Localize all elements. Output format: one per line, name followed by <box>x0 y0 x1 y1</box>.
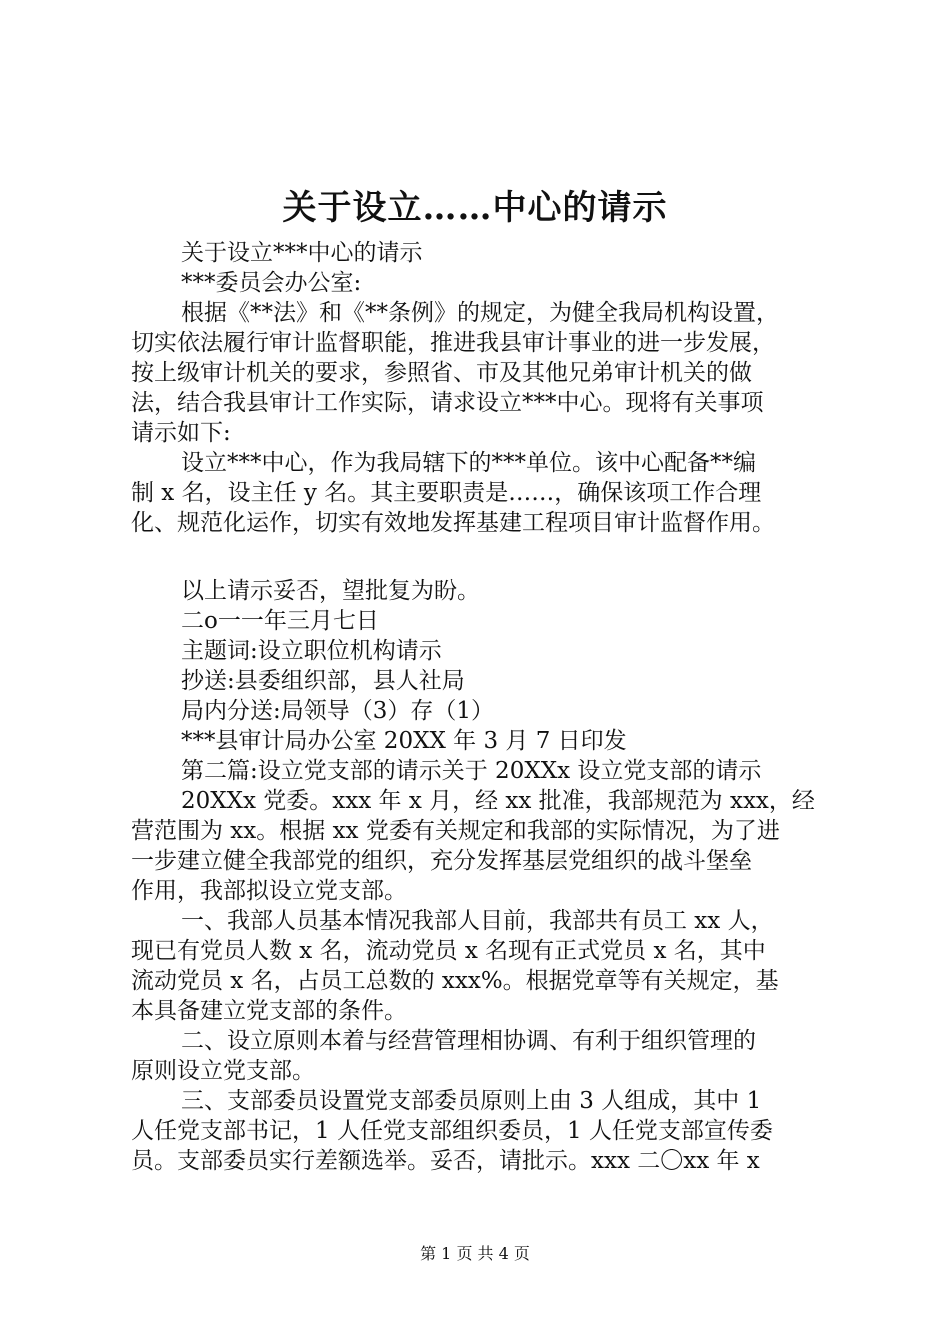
body-line: 请示如下: <box>131 420 231 446</box>
body-line: ***县审计局办公室 20XX 年 3 月 7 日印发 <box>181 728 627 754</box>
body-line: 二o一一年三月七日 <box>181 608 379 634</box>
body-line: 员。支部委员实行差额选举。妥否，请批示。xxx 二〇xx 年 x <box>131 1148 760 1174</box>
body-line: 流动党员 x 名，占员工总数的 xxx%。根据党章等有关规定，基 <box>131 968 779 994</box>
body-line: 关于设立***中心的请示 <box>181 240 423 266</box>
body-line: 法，结合我县审计工作实际，请求设立***中心。现将有关事项 <box>131 390 764 416</box>
document-title: 关于设立……中心的请示 <box>282 188 668 228</box>
body-line: 设立***中心，作为我局辖下的***单位。该中心配备**编 <box>181 450 756 476</box>
body-line: 一步建立健全我部党的组织，充分发挥基层党组织的战斗堡垒 <box>131 848 752 874</box>
body-line: 原则设立党支部。 <box>131 1058 315 1084</box>
body-line: 按上级审计机关的要求，参照省、市及其他兄弟审计机关的做 <box>131 360 752 386</box>
body-line: 局内分送:局领导（3）存（1） <box>181 698 495 724</box>
body-line: ***委员会办公室: <box>181 270 362 296</box>
body-line: 营范围为 xx。根据 xx 党委有关规定和我部的实际情况，为了进 <box>131 818 780 844</box>
paragraph-gap <box>131 538 833 576</box>
body-line: 根据《**法》和《**条例》的规定，为健全我局机构设置， <box>181 300 779 326</box>
body-line: 主题词:设立职位机构请示 <box>181 638 442 664</box>
body-line: 现已有党员人数 x 名，流动党员 x 名现有正式党员 x 名，其中 <box>131 938 766 964</box>
body-line: 作用，我部拟设立党支部。 <box>131 878 407 904</box>
body-line: 三、支部委员设置党支部委员原则上由 3 人组成，其中 1 <box>181 1088 762 1114</box>
body-line: 抄送:县委组织部，县人社局 <box>181 668 465 694</box>
body-line: 二、设立原则本着与经营管理相协调、有利于组织管理的 <box>181 1028 756 1054</box>
body-line: 以上请示妥否，望批复为盼。 <box>181 578 480 604</box>
body-line: 本具备建立党支部的条件。 <box>131 998 407 1024</box>
body-line: 化、规范化运作，切实有效地发挥基建工程项目审计监督作用。 <box>131 510 775 536</box>
document-body <box>131 238 833 1176</box>
body-line: 切实依法履行审计监督职能，推进我县审计事业的进一步发展， <box>131 330 775 356</box>
body-line: 一、我部人员基本情况我部人目前，我部共有员工 xx 人， <box>181 908 774 934</box>
body-line: 人任党支部书记，1 人任党支部组织委员，1 人任党支部宣传委 <box>131 1118 773 1144</box>
page-footer: 第 1 页 共 4 页 <box>420 1244 530 1263</box>
body-line: 制 x 名，设主任 y 名。其主要职责是……，确保该项工作合理 <box>131 480 762 506</box>
body-line: 第二篇:设立党支部的请示关于 20XXx 设立党支部的请示 <box>181 758 762 784</box>
body-line: 20XXx 党委。xxx 年 x 月，经 xx 批准，我部规范为 xxx，经 <box>181 788 815 814</box>
